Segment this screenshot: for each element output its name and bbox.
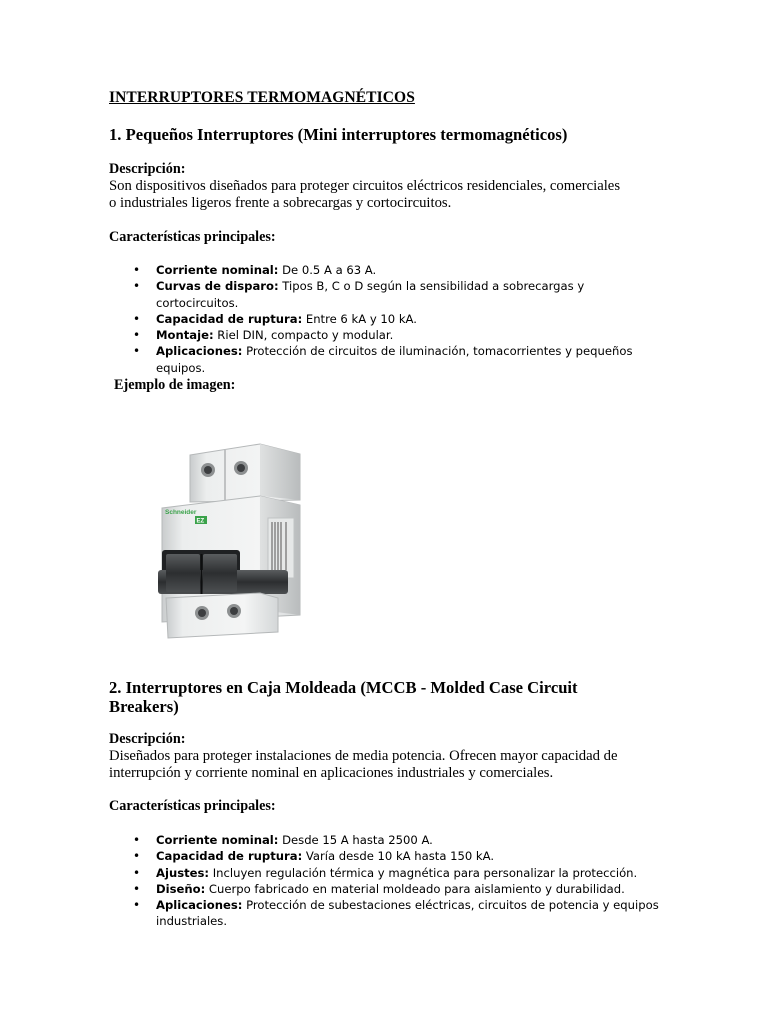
section2-features-list — [133, 832, 663, 930]
feature-text: Entre 6 kA y 10 kA. — [302, 311, 417, 326]
feature-term: Capacidad de ruptura: — [156, 849, 303, 864]
section1-heading: 1. Pequeños Interruptores (Mini interruptores termomagnéticos) — [109, 125, 568, 144]
section2-heading: 2. Interruptores en Caja Moldeada (MCCB - Molded Case Circuit Breakers) — [109, 678, 578, 716]
feature-term: Montaje: — [156, 328, 214, 343]
feature-text: Desde 15 A hasta 2500 A. — [278, 833, 433, 847]
brand-label: Schneider — [165, 509, 197, 516]
bullet-icon: • — [133, 311, 141, 326]
list-item — [133, 865, 663, 881]
feature-text: Protección de circuitos de iluminación, tomacorrientes y pequeños equipos. — [156, 344, 633, 375]
bullet-icon: • — [133, 865, 141, 880]
section2-description-label: Descripción: — [109, 731, 186, 747]
section2-description-line1: Diseñados para proteger instalaciones de media potencia. Ofrecen mayor capacidad de — [109, 748, 618, 764]
section2-description — [109, 748, 654, 782]
section1-description-line2: o industriales ligeros frente a sobrecargas y cortocircuitos. — [109, 195, 452, 211]
section1-description-line1: Son dispositivos diseñados para proteger circuitos eléctricos residenciales, comerciales — [109, 178, 621, 194]
image-example-label: Ejemplo de imagen: — [114, 377, 236, 393]
bullet-icon: • — [133, 263, 141, 277]
list-item — [133, 327, 663, 343]
feature-term: Diseño: — [156, 881, 206, 896]
bullet-icon: • — [133, 849, 141, 864]
section1-features-list — [133, 262, 663, 376]
section1-features-label: Características principales: — [109, 229, 276, 245]
feature-text: Varía desde 10 kA hasta 150 kA. — [302, 849, 495, 864]
feature-text: Incluyen regulación térmica y magnética para personalizar la protección. — [209, 865, 638, 880]
feature-term: Curvas de disparo: — [156, 279, 279, 294]
section2-features-label: Características principales: — [109, 798, 276, 814]
list-item — [133, 343, 663, 376]
section1-description — [109, 178, 654, 212]
list-item — [133, 832, 663, 848]
list-item — [133, 311, 663, 327]
feature-term: Capacidad de ruptura: — [156, 311, 303, 326]
section2-description-line2: interrupción y corriente nominal en aplicaciones industriales y comerciales. — [109, 765, 554, 781]
document-title: INTERRUPTORES TERMOMAGNÉTICOS — [109, 89, 415, 106]
bullet-icon: • — [133, 328, 141, 343]
feature-text: De 0.5 A a 63 A. — [278, 263, 377, 277]
feature-text: Riel DIN, compacto y modular. — [213, 328, 394, 343]
circuit-breaker-icon — [110, 410, 372, 656]
feature-term: Aplicaciones: — [156, 344, 243, 359]
bullet-icon: • — [133, 833, 141, 847]
list-item — [133, 262, 663, 278]
bullet-icon: • — [133, 898, 141, 913]
list-item — [133, 897, 663, 930]
feature-term: Aplicaciones: — [156, 898, 243, 913]
bullet-icon: • — [133, 881, 141, 896]
feature-term: Corriente nominal: — [156, 833, 279, 847]
feature-text: Tipos B, C o D según la sensibilidad a sobrecargas y cortocircuitos. — [156, 279, 585, 310]
feature-term: Ajustes: — [156, 865, 210, 880]
badge-label: EZ — [196, 518, 205, 525]
bullet-icon: • — [133, 344, 141, 359]
section1-description-label: Descripción: — [109, 161, 186, 177]
circuit-breaker-image — [110, 410, 372, 656]
feature-text: Cuerpo fabricado en material moldeado para aislamiento y durabilidad. — [205, 881, 625, 896]
list-item — [133, 848, 663, 864]
list-item — [133, 278, 663, 311]
bullet-icon: • — [133, 279, 141, 294]
feature-term: Corriente nominal: — [156, 263, 279, 277]
feature-text: Protección de subestaciones eléctricas, circuitos de potencia y equipos industriales. — [156, 898, 659, 929]
list-item — [133, 881, 663, 897]
